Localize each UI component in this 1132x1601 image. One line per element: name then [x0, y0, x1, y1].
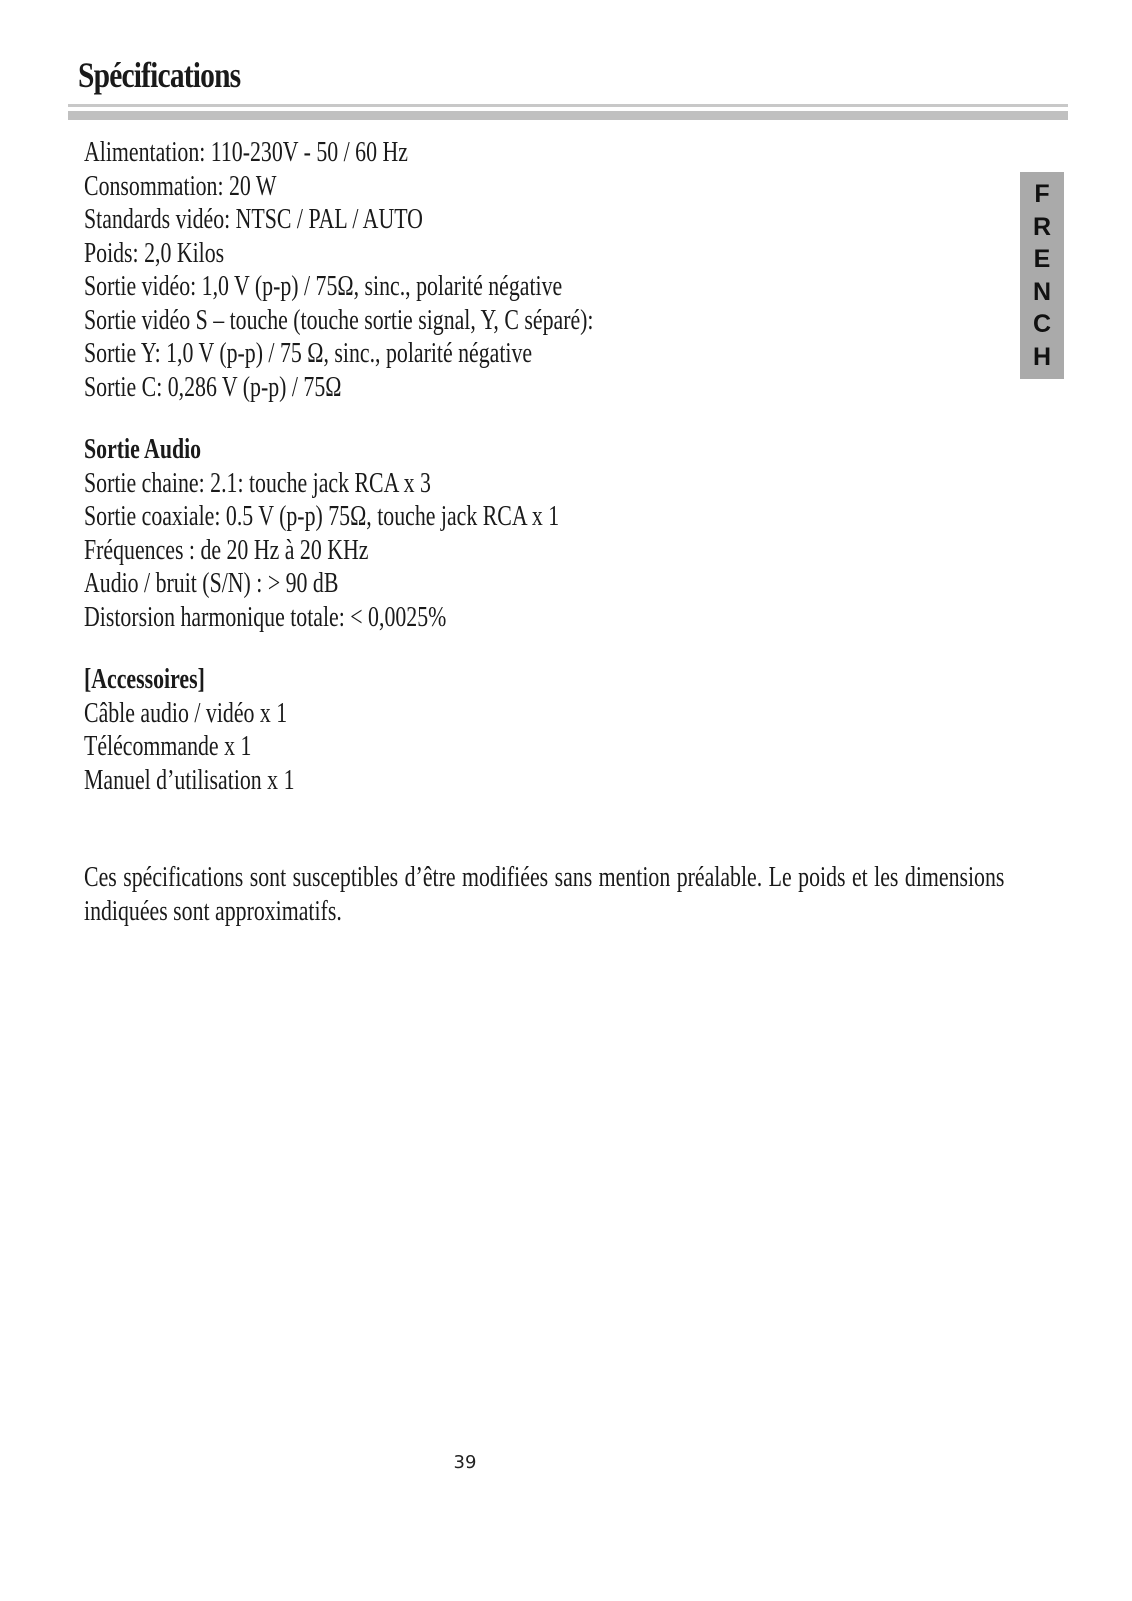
- spec-y-output: Sortie Y: 1,0 V (p-p) / 75 Ω, sinc., polarité négative: [84, 338, 533, 369]
- spec-video-output: Sortie vidéo: 1,0 V (p-p) / 75Ω, sinc., polarité négative: [84, 271, 563, 302]
- accessory-item: Manuel d’utilisation x 1: [84, 764, 295, 796]
- general-specs-list: [84, 136, 1044, 404]
- spec-power-supply: Alimentation: 110-230V - 50 / 60 Hz: [84, 137, 408, 168]
- language-tab-letter: F: [1034, 180, 1050, 209]
- language-tab-letter: C: [1032, 310, 1052, 339]
- spec-s-video-output: Sortie vidéo S – touche (touche sortie signal, Y, C séparé):: [84, 304, 594, 336]
- language-tab-letter: E: [1033, 245, 1051, 274]
- accessories-section: [84, 663, 1044, 797]
- title-divider-thick: [68, 111, 1068, 120]
- language-tab-letter: R: [1032, 212, 1052, 241]
- audio-spec-line: Sortie chaine: 2.1: touche jack RCA x 3: [84, 467, 431, 499]
- spec-c-output: Sortie C: 0,286 V (p-p) / 75Ω: [84, 371, 342, 403]
- audio-spec-line: Sortie coaxiale: 0.5 V (p-p) 75Ω, touche jack RCA x 1: [84, 501, 560, 532]
- section-spacer: [84, 797, 1044, 861]
- title-divider-thin: [68, 104, 1068, 107]
- audio-section: [84, 433, 1044, 634]
- language-tab-letter: N: [1032, 277, 1052, 306]
- audio-spec-line: Fréquences : de 20 Hz à 20 KHz: [84, 534, 369, 566]
- accessories-section-heading: [Accessoires]: [84, 664, 205, 695]
- specifications-content: [84, 136, 1044, 928]
- spec-weight: Poids: 2,0 Kilos: [84, 237, 225, 269]
- audio-section-heading: Sortie Audio: [84, 434, 202, 465]
- spec-video-standards: Standards vidéo: NTSC / PAL / AUTO: [84, 204, 423, 235]
- accessory-item: Câble audio / vidéo x 1: [84, 697, 288, 729]
- section-spacer: [84, 404, 1044, 433]
- audio-spec-line: Distorsion harmonique totale: < 0,0025%: [84, 601, 447, 633]
- page-title: Spécifications: [78, 55, 241, 95]
- section-spacer: [84, 634, 1044, 663]
- disclaimer-note: Ces spécifications sont susceptibles d’être modifiées sans mention préalable. Le poids et les dimensions indiquées sont approximatifs.: [84, 862, 1005, 927]
- language-tab-letter: H: [1032, 342, 1052, 371]
- accessory-item: Télécommande x 1: [84, 731, 252, 762]
- audio-spec-line: Audio / bruit (S/N) : > 90 dB: [84, 568, 339, 599]
- page-number: 39: [453, 1452, 477, 1473]
- spec-consumption: Consommation: 20 W: [84, 170, 277, 202]
